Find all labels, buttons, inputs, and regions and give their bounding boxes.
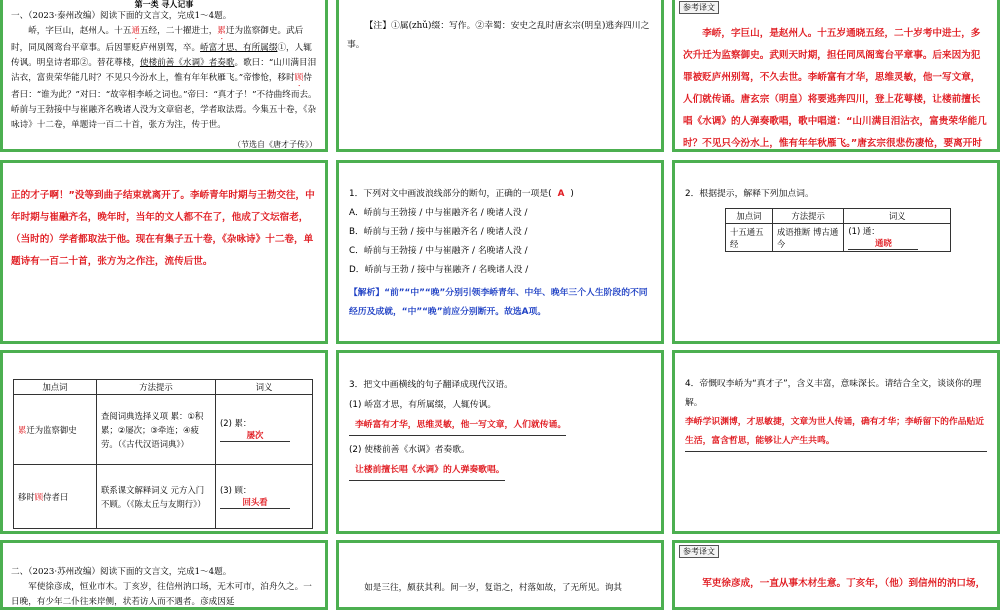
question-1: 1．下列对文中画波浪线部分的断句，正确的一项是( A ) bbox=[349, 189, 574, 199]
question-3: 3．把文中画横线的句子翻译成现代汉语。 bbox=[349, 380, 513, 390]
slide-note bbox=[336, 0, 664, 152]
table-method: 成语推断 博古通今 bbox=[772, 224, 843, 252]
underlined-sentence-1: 峤富才思，有所属缀 bbox=[200, 43, 278, 53]
answer-1: A bbox=[557, 189, 565, 199]
slide-question-4 bbox=[672, 350, 1000, 534]
slide-question-1 bbox=[336, 160, 664, 344]
word-table-2: 加点词 方法提示 词义 累迁为监察御史 查阅词典选择义项 累：①积累；②屡次；③牵连；④疲劳。（《古代汉语词典》） (2) 累： 屡次 移时顾侍者曰 联系课文解释词义 元方入门不顾。（《陈太丘与友期行》） (3) 顾： 回头看 bbox=[13, 379, 313, 529]
option-b: B．峤前与王勃 / 接中与崔融齐名 / 晚诸人没 / bbox=[349, 227, 528, 237]
translation-text-continued: 正的才子啊！”没等到曲子结束就离开了。李峤青年时期与王勃交往，中年时期与崔融齐名，晚年时，当年的文人都不在了，他成了文坛宿老，（当时的）学者都取法于他。现在有集子五十卷，《杂咏诗》十二卷，单题诗有一百二十首，张方为之作注，流传后世。 bbox=[11, 190, 315, 267]
answer-2-1: 通晓 bbox=[848, 237, 918, 250]
section-header: 第一类 寻人记事 bbox=[134, 0, 194, 9]
slide-translation bbox=[672, 0, 1000, 152]
reference-translation-tag: 参考译文 bbox=[679, 1, 719, 14]
slide-passage bbox=[0, 0, 328, 152]
analysis-1: 【解析】“前”“中”“晚”分别引领李峤青年、中年、晚年三个人生阶段的不同经历及成就，“中”“晚”前应分别断开。故选A项。 bbox=[349, 288, 648, 317]
key-word-tong: 通 bbox=[131, 26, 140, 36]
passage-2-intro: 二、（2023·苏州改编）阅读下面的文言文，完成1～4题。 bbox=[11, 567, 232, 577]
slide-translation-continued bbox=[0, 160, 328, 344]
sentence-3-1: (1) 峤富才思，有所属缀，人辄传讽。 bbox=[349, 400, 497, 410]
footnote: 【注】①属(zhǔ)缀：写作。②幸蜀：安史之乱时唐玄宗(明皇)逃奔四川之事。 bbox=[347, 21, 650, 50]
passage-2-body-continued: 如是三往，颇获其利。间一岁，复诣之，村落如故，了无所见。询其 bbox=[364, 583, 623, 593]
reference-translation-tag-2: 参考译文 bbox=[679, 545, 719, 558]
slide-question-2-continued bbox=[0, 350, 328, 534]
table-method-3: 联系课文解释词义 元方入门不顾。（《陈太丘与友期行》） bbox=[97, 465, 216, 529]
answer-3-1: 李峤富有才华，思维灵敏，他一写文章，人们就传诵。 bbox=[349, 415, 566, 436]
underlined-sentence-2: 使楼前善《水调》者奏歌 bbox=[139, 58, 235, 68]
word-table-1: 加点词 方法提示 词义 十五通五经 成语推断 博古通今 (1) 通：通晓 bbox=[725, 208, 951, 252]
question-4: 4．帝慨叹李峤为“真才子”，含义丰富，意味深长。请结合全文，谈谈你的理解。 bbox=[685, 379, 982, 408]
question-2: 2．根据提示，解释下列加点词。 bbox=[685, 189, 814, 199]
translation-2-text: 军吏徐彦成，一直从事木材生意。丁亥年，（他）到信州的汭口场， bbox=[702, 578, 986, 589]
answer-3-2: 让楼前擅长唱《水调》的人弹奏歌唱。 bbox=[349, 460, 505, 481]
table-method-2: 查阅词典选择义项 累：①积累；②屡次；③牵连；④疲劳。（《古代汉语词典》） bbox=[97, 395, 216, 465]
slide-question-3 bbox=[336, 350, 664, 534]
key-word-lei: 累 bbox=[217, 26, 226, 36]
passage-intro: 一、（2023·泰州改编）阅读下面的文言文，完成1～4题。 bbox=[11, 11, 232, 21]
option-d: D．峤前与王勃 / 接中与崔融齐 / 名晚诸人没 / bbox=[349, 265, 529, 275]
answer-2-2: 屡次 bbox=[220, 429, 290, 442]
answer-4: 李峤学识渊博，才思敏捷，文章为世人传诵，确有才华；李峤留下的作品贴近生活，富含哲思，能够让人产生共鸣。 bbox=[685, 413, 987, 452]
table-word: 十五通五经 bbox=[730, 226, 764, 249]
answer-2-3: 回头看 bbox=[220, 496, 290, 509]
option-c: C．峤前与王勃接 / 中与崔融齐 / 名晚诸人没 / bbox=[349, 246, 528, 256]
sentence-3-2: (2) 使楼前善《水调》者奏歌。 bbox=[349, 445, 470, 455]
passage-source: （节选自《唐才子传》） bbox=[233, 140, 317, 149]
translation-text: 李峤，字巨山，是赵州人。十五岁通晓五经，二十岁考中进士，多次升迁为监察御史。武则天时期，担任同凤阁鸾台平章事。后来因为犯罪被贬庐州别驾，不久去世。李峤富有才华，思维灵敏，他一写文章，人们就传诵。唐玄宗（明皇）将要逃奔四川，登上花萼楼，让楼前擅长唱《水调》的人弹奏歌唱，歌中唱道：“山川满目泪沾衣，富贵荣华能几时？不见只今汾水上，惟有年年秋雁飞。”唐玄宗很悲伤凄怆，要离开时 bbox=[683, 28, 987, 149]
passage-2-body: 军使徐彦成，恒业市木。丁亥岁，往信州汭口场，无木可市，泊舟久之。一日晚，有少年二仆往来岸侧，状若访人而不遇者。彦成因延 bbox=[11, 582, 312, 607]
key-word-gu: 顾 bbox=[294, 73, 304, 83]
passage-body: 一、（2023·泰州改编）阅读下面的文言文，完成1～4题。 峤，字巨山，赵州人。十五通五经，二十擢进士，累迁为监察御史。武后时，同凤阁鸾台平章事。后因罪贬庐州别驾，卒。峤富才思，有所属缀①，人辄传讽。明皇诗者耶②。替花尊楼，使楼前善《水调》者奏歌。歌曰：“山川满目泪沾衣，富贵荣华能几时？不见只今汾水上，惟有年年秋雁飞。”帝惨怆，移时顾侍者曰：“谁为此？”对曰：“故宰相李峤之词也。”帝曰：“真才子！”不待曲终而去。峤前与王勃接中与崔融齐名晚诸人没为文章宿老，学者取法焉。今集五十卷，《杂咏诗》十二卷，单题诗一百二十首，张方为注，传于世。 （节选自《唐才子传》） bbox=[3, 9, 325, 152]
option-a: A．峤前与王勃接 / 中与崔融齐名 / 晚诸人没 / bbox=[349, 208, 528, 218]
slide-question-2 bbox=[672, 160, 1000, 344]
